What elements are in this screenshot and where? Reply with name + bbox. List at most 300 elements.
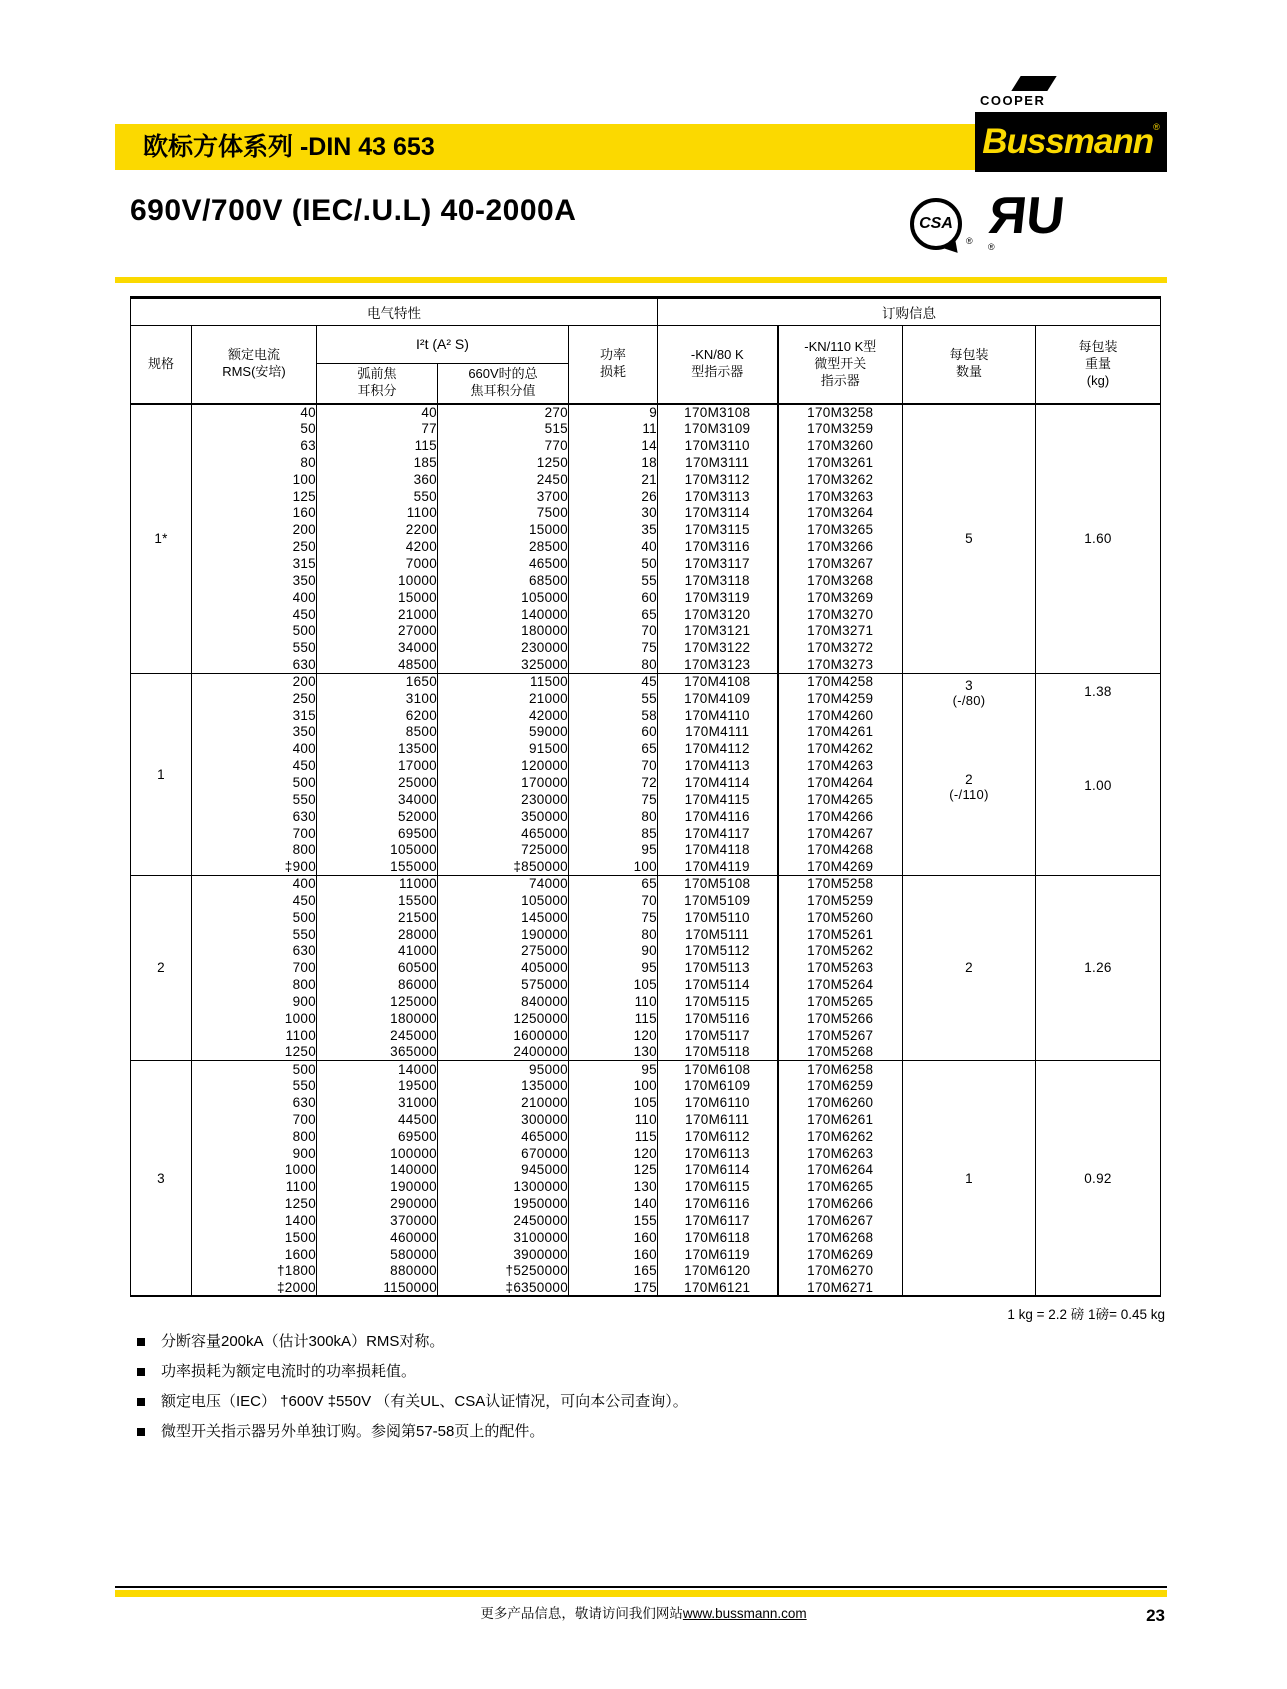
prearc-i2t-value: 77 xyxy=(317,420,438,437)
kn80-part-number: 170M6108 xyxy=(658,1060,778,1077)
kn110-part-number: 170M3259 xyxy=(778,420,903,437)
power-loss-value: 11 xyxy=(569,420,658,437)
pack-qty-group xyxy=(903,678,1035,708)
pack-weight-value: 1.60 xyxy=(1084,531,1112,546)
footer-text xyxy=(0,1602,1287,1622)
total-i2t-value: 465000 xyxy=(438,825,569,842)
total-i2t-value: 145000 xyxy=(438,909,569,926)
power-loss-value: 125 xyxy=(569,1161,658,1178)
current-value: 350 xyxy=(192,724,317,741)
kn80-part-number: 170M6117 xyxy=(658,1212,778,1229)
total-i2t-value: 1600000 xyxy=(438,1027,569,1044)
kn80-part-number: 170M6109 xyxy=(658,1077,778,1094)
total-i2t-value: 21000 xyxy=(438,690,569,707)
kn80-part-number: 170M6118 xyxy=(658,1229,778,1246)
kn80-part-number: 170M3110 xyxy=(658,437,778,454)
prearc-i2t-value: 180000 xyxy=(317,1010,438,1027)
kn110-part-number: 170M4262 xyxy=(778,740,903,757)
prearc-i2t-value: 140000 xyxy=(317,1161,438,1178)
col-header-line: 功率 xyxy=(599,347,626,363)
prearc-i2t-value: 1100 xyxy=(317,505,438,522)
prearc-i2t-value: 2200 xyxy=(317,521,438,538)
power-loss-value: 60 xyxy=(569,589,658,606)
col-header-line: 数量 xyxy=(955,364,982,380)
kn110-part-number: 170M4266 xyxy=(778,808,903,825)
kn110-part-number: 170M6262 xyxy=(778,1128,903,1145)
total-i2t-value: 105000 xyxy=(438,589,569,606)
note-text: 微型开关指示器另外单独订购。参阅第57-58页上的配件。 xyxy=(161,1423,545,1440)
total-i2t-value: 46500 xyxy=(438,555,569,572)
power-loss-value: 70 xyxy=(569,757,658,774)
prearc-i2t-value: 60500 xyxy=(317,959,438,976)
col-header-line: 损耗 xyxy=(599,364,626,380)
registered-trademark-icon: ® xyxy=(988,242,995,252)
kn80-part-number: 170M4118 xyxy=(658,841,778,858)
prearc-i2t-value: 40 xyxy=(317,404,438,421)
total-i2t-value: 170000 xyxy=(438,774,569,791)
current-value: 80 xyxy=(192,454,317,471)
power-loss-value: 130 xyxy=(569,1044,658,1061)
total-i2t-value: 270 xyxy=(438,404,569,421)
kn110-part-number: 170M6269 xyxy=(778,1246,903,1263)
power-loss-value: 115 xyxy=(569,1128,658,1145)
total-i2t-value: 3700 xyxy=(438,488,569,505)
total-i2t-value: †5250000 xyxy=(438,1263,569,1280)
pack-qty-cell xyxy=(903,404,1036,674)
kn80-part-number: 170M6121 xyxy=(658,1279,778,1296)
power-loss-value: 9 xyxy=(569,404,658,421)
note-item xyxy=(137,1392,1037,1411)
total-i2t-value: 275000 xyxy=(438,943,569,960)
col-header-line: 耳积分 xyxy=(357,383,397,399)
total-i2t-value: 2450 xyxy=(438,471,569,488)
current-value: 125 xyxy=(192,488,317,505)
kn80-part-number: 170M4117 xyxy=(658,825,778,842)
kn110-part-number: 170M3262 xyxy=(778,471,903,488)
pack-qty-note: (-/80) xyxy=(952,692,986,708)
kn80-part-number: 170M6115 xyxy=(658,1178,778,1195)
kn80-part-number: 170M4110 xyxy=(658,707,778,724)
power-loss-value: 140 xyxy=(569,1195,658,1212)
series-title: 欧标方体系列 -DIN 43 653 xyxy=(143,133,435,161)
power-loss-value: 115 xyxy=(569,1010,658,1027)
col-header-line: (kg) xyxy=(1086,372,1110,388)
current-value: 400 xyxy=(192,875,317,892)
kn110-part-number: 170M3273 xyxy=(778,656,903,673)
kn80-part-number: 170M6112 xyxy=(658,1128,778,1145)
kn80-part-number: 170M5118 xyxy=(658,1044,778,1061)
kn110-part-number: 170M4268 xyxy=(778,841,903,858)
total-i2t-value: 230000 xyxy=(438,791,569,808)
kn110-part-number: 170M4258 xyxy=(778,673,903,690)
total-i2t-value: 840000 xyxy=(438,993,569,1010)
spec-cell xyxy=(131,1060,192,1296)
total-i2t-value: 180000 xyxy=(438,622,569,639)
prearc-i2t-value: 34000 xyxy=(317,791,438,808)
total-i2t-value: 575000 xyxy=(438,976,569,993)
square-bullet-icon xyxy=(137,1368,145,1376)
col-header-line: 重量 xyxy=(1084,355,1111,371)
spec-value: 3 xyxy=(157,1170,165,1186)
current-value: 400 xyxy=(192,740,317,757)
prearc-i2t-value: 7000 xyxy=(317,555,438,572)
total-i2t-value: 11500 xyxy=(438,673,569,690)
power-loss-value: 30 xyxy=(569,505,658,522)
prearc-i2t-value: 365000 xyxy=(317,1044,438,1061)
total-i2t-value: ‡850000 xyxy=(438,858,569,875)
kn110-part-number: 170M4269 xyxy=(778,858,903,875)
kn80-part-number: 170M3117 xyxy=(658,555,778,572)
total-i2t-value: 725000 xyxy=(438,841,569,858)
current-value: 315 xyxy=(192,707,317,724)
prearc-i2t-value: 15500 xyxy=(317,892,438,909)
kn110-part-number: 170M5260 xyxy=(778,909,903,926)
col-header-kn110-microswitch xyxy=(778,326,903,404)
kn110-part-number: 170M6268 xyxy=(778,1229,903,1246)
current-value: 550 xyxy=(192,926,317,943)
prearc-i2t-value: 21000 xyxy=(317,606,438,623)
kn80-part-number: 170M4109 xyxy=(658,690,778,707)
power-loss-value: 70 xyxy=(569,892,658,909)
group-header-electrical: 电气特性 xyxy=(131,298,658,326)
col-header-line: 型指示器 xyxy=(691,364,744,380)
power-loss-value: 105 xyxy=(569,976,658,993)
prearc-i2t-value: 10000 xyxy=(317,572,438,589)
prearc-i2t-value: 100000 xyxy=(317,1145,438,1162)
kn110-part-number: 170M6270 xyxy=(778,1263,903,1280)
current-value: 1400 xyxy=(192,1212,317,1229)
prearc-i2t-value: 69500 xyxy=(317,825,438,842)
kn80-part-number: 170M6113 xyxy=(658,1145,778,1162)
kn80-part-number: 170M5111 xyxy=(658,926,778,943)
kn80-part-number: 170M3114 xyxy=(658,505,778,522)
total-i2t-value: 1250000 xyxy=(438,1010,569,1027)
total-i2t-value: 15000 xyxy=(438,521,569,538)
kn80-part-number: 170M3112 xyxy=(658,471,778,488)
current-value: 700 xyxy=(192,825,317,842)
col-header-kn80-indicator xyxy=(658,326,778,404)
prearc-i2t-value: 14000 xyxy=(317,1060,438,1077)
current-value: 630 xyxy=(192,943,317,960)
kn110-part-number: 170M6266 xyxy=(778,1195,903,1212)
col-header-spec: 规格 xyxy=(131,326,192,404)
kn80-part-number: 170M6111 xyxy=(658,1111,778,1128)
prearc-i2t-value: 3100 xyxy=(317,690,438,707)
kn80-part-number: 170M3111 xyxy=(658,454,778,471)
kn80-part-number: 170M5110 xyxy=(658,909,778,926)
current-value: 1500 xyxy=(192,1229,317,1246)
current-value: 450 xyxy=(192,757,317,774)
power-loss-value: 35 xyxy=(569,521,658,538)
prearc-i2t-value: 44500 xyxy=(317,1111,438,1128)
total-i2t-value: 135000 xyxy=(438,1077,569,1094)
current-value: ‡900 xyxy=(192,858,317,875)
kn80-part-number: 170M5117 xyxy=(658,1027,778,1044)
pack-weight-cell xyxy=(1036,404,1161,674)
current-value: 800 xyxy=(192,1128,317,1145)
current-value: 700 xyxy=(192,1111,317,1128)
current-value: 800 xyxy=(192,841,317,858)
power-loss-value: 55 xyxy=(569,690,658,707)
kn110-part-number: 170M5268 xyxy=(778,1044,903,1061)
kn110-part-number: 170M6259 xyxy=(778,1077,903,1094)
kn110-part-number: 170M6264 xyxy=(778,1161,903,1178)
prearc-i2t-value: 8500 xyxy=(317,724,438,741)
power-loss-value: 75 xyxy=(569,639,658,656)
kn80-part-number: 170M5109 xyxy=(658,892,778,909)
footer-message: 更多产品信息，敬请访问我们网站 xyxy=(480,1606,683,1621)
pack-weight-cell xyxy=(1036,1060,1161,1296)
spec-value: 2 xyxy=(157,960,165,976)
kn80-part-number: 170M6114 xyxy=(658,1161,778,1178)
kn110-part-number: 170M3264 xyxy=(778,505,903,522)
total-i2t-value: 190000 xyxy=(438,926,569,943)
kn110-part-number: 170M4259 xyxy=(778,690,903,707)
power-loss-value: 65 xyxy=(569,875,658,892)
prearc-i2t-value: 15000 xyxy=(317,589,438,606)
prearc-i2t-value: 86000 xyxy=(317,976,438,993)
pack-qty-value: 5 xyxy=(965,531,973,546)
prearc-i2t-value: 880000 xyxy=(317,1263,438,1280)
kn110-part-number: 170M6263 xyxy=(778,1145,903,1162)
prearc-i2t-value: 13500 xyxy=(317,740,438,757)
col-header-rated-current xyxy=(192,326,317,404)
kn80-part-number: 170M3109 xyxy=(658,420,778,437)
current-value: 1000 xyxy=(192,1010,317,1027)
table-row xyxy=(131,1060,1161,1077)
col-header-line: 660V时的总 xyxy=(468,366,538,382)
power-loss-value: 50 xyxy=(569,555,658,572)
unit-conversion-note: 1 kg = 2.2 磅 1磅= 0.45 kg xyxy=(1007,1307,1165,1322)
total-i2t-value: 95000 xyxy=(438,1060,569,1077)
total-i2t-value: 2400000 xyxy=(438,1044,569,1061)
footer-rule-yellow xyxy=(115,1590,1167,1597)
total-i2t-value: ‡6350000 xyxy=(438,1279,569,1296)
website-link[interactable]: www.bussmann.com xyxy=(682,1606,807,1621)
current-value: †1800 xyxy=(192,1263,317,1280)
power-loss-value: 160 xyxy=(569,1229,658,1246)
prearc-i2t-value: 1150000 xyxy=(317,1279,438,1296)
prearc-i2t-value: 115 xyxy=(317,437,438,454)
total-i2t-value: 120000 xyxy=(438,757,569,774)
power-loss-value: 120 xyxy=(569,1027,658,1044)
total-i2t-value: 325000 xyxy=(438,656,569,673)
kn110-part-number: 170M3268 xyxy=(778,572,903,589)
pack-qty-group xyxy=(903,960,1035,975)
power-loss-value: 75 xyxy=(569,909,658,926)
kn80-part-number: 170M6116 xyxy=(658,1195,778,1212)
kn110-part-number: 170M4265 xyxy=(778,791,903,808)
current-value: 50 xyxy=(192,420,317,437)
pack-qty-value: 2 xyxy=(965,772,973,788)
kn80-part-number: 170M4119 xyxy=(658,858,778,875)
kn110-part-number: 170M4263 xyxy=(778,757,903,774)
prearc-i2t-value: 52000 xyxy=(317,808,438,825)
kn80-part-number: 170M6120 xyxy=(658,1263,778,1280)
pack-weight-value: 1.00 xyxy=(1084,778,1112,794)
pack-qty-value: 2 xyxy=(965,960,973,976)
col-header-line: 每包装 xyxy=(949,347,989,363)
kn110-part-number: 170M4261 xyxy=(778,724,903,741)
kn110-part-number: 170M3271 xyxy=(778,622,903,639)
square-bullet-icon xyxy=(137,1398,145,1406)
current-value: 500 xyxy=(192,774,317,791)
current-value: 1600 xyxy=(192,1246,317,1263)
total-i2t-value: 300000 xyxy=(438,1111,569,1128)
note-item xyxy=(137,1332,1037,1351)
pack-qty-note: (-/110) xyxy=(949,787,989,803)
kn110-part-number: 170M3260 xyxy=(778,437,903,454)
kn80-part-number: 170M4112 xyxy=(658,740,778,757)
col-header-total-i2t-660v xyxy=(438,364,569,404)
csa-triangle-icon xyxy=(944,236,961,253)
prearc-i2t-value: 550 xyxy=(317,488,438,505)
page-number: 23 xyxy=(1146,1606,1165,1625)
kn80-part-number: 170M5114 xyxy=(658,976,778,993)
kn80-part-number: 170M6110 xyxy=(658,1094,778,1111)
prearc-i2t-value: 27000 xyxy=(317,622,438,639)
current-value: 630 xyxy=(192,1094,317,1111)
current-value: 63 xyxy=(192,437,317,454)
registered-trademark-icon: ® xyxy=(1153,122,1160,132)
pack-qty-cell xyxy=(903,1060,1036,1296)
bussmann-wordmark: Bussmann xyxy=(982,122,1154,161)
total-i2t-value: 945000 xyxy=(438,1161,569,1178)
kn80-part-number: 170M3118 xyxy=(658,572,778,589)
kn80-part-number: 170M3123 xyxy=(658,656,778,673)
current-value: 900 xyxy=(192,993,317,1010)
power-loss-value: 55 xyxy=(569,572,658,589)
cooper-logo: COOPER xyxy=(980,93,1046,108)
kn80-part-number: 170M3121 xyxy=(658,622,778,639)
kn110-part-number: 170M5262 xyxy=(778,943,903,960)
note-text: 功率损耗为额定电流时的功率损耗值。 xyxy=(161,1363,417,1380)
prearc-i2t-value: 290000 xyxy=(317,1195,438,1212)
kn80-part-number: 170M5116 xyxy=(658,1010,778,1027)
kn80-part-number: 170M3119 xyxy=(658,589,778,606)
power-loss-value: 95 xyxy=(569,841,658,858)
power-loss-value: 58 xyxy=(569,707,658,724)
total-i2t-value: 140000 xyxy=(438,606,569,623)
fuse-ratings-table xyxy=(130,296,1161,1297)
prearc-i2t-value: 360 xyxy=(317,471,438,488)
current-value: 400 xyxy=(192,589,317,606)
note-item xyxy=(137,1362,1037,1381)
kn110-part-number: 170M4260 xyxy=(778,707,903,724)
kn80-part-number: 170M4116 xyxy=(658,808,778,825)
table-row xyxy=(131,673,1161,690)
total-i2t-value: 210000 xyxy=(438,1094,569,1111)
prearc-i2t-value: 48500 xyxy=(317,656,438,673)
power-loss-value: 110 xyxy=(569,1111,658,1128)
current-value: 630 xyxy=(192,656,317,673)
total-i2t-value: 2450000 xyxy=(438,1212,569,1229)
power-loss-value: 160 xyxy=(569,1246,658,1263)
current-value: 500 xyxy=(192,909,317,926)
kn110-part-number: 170M3267 xyxy=(778,555,903,572)
kn80-part-number: 170M5115 xyxy=(658,993,778,1010)
col-header-line: 每包装 xyxy=(1078,338,1118,354)
total-i2t-value: 1300000 xyxy=(438,1178,569,1195)
kn110-part-number: 170M4267 xyxy=(778,825,903,842)
col-header-pack-qty xyxy=(903,326,1036,404)
note-text: 分断容量200kA（估计300kA）RMS对称。 xyxy=(161,1333,445,1350)
kn110-part-number: 170M6261 xyxy=(778,1111,903,1128)
power-loss-value: 72 xyxy=(569,774,658,791)
kn110-part-number: 170M5265 xyxy=(778,993,903,1010)
ul-reversed-r: R xyxy=(988,187,1030,245)
prearc-i2t-value: 580000 xyxy=(317,1246,438,1263)
spec-value: 1* xyxy=(154,531,168,546)
total-i2t-value: 42000 xyxy=(438,707,569,724)
prearc-i2t-value: 190000 xyxy=(317,1178,438,1195)
power-loss-value: 75 xyxy=(569,791,658,808)
kn110-part-number: 170M6271 xyxy=(778,1279,903,1296)
group-header-ordering: 订购信息 xyxy=(658,298,1161,326)
prearc-i2t-value: 155000 xyxy=(317,858,438,875)
prearc-i2t-value: 460000 xyxy=(317,1229,438,1246)
group-header-row xyxy=(131,298,1161,326)
square-bullet-icon xyxy=(137,1338,145,1346)
current-value: 1250 xyxy=(192,1044,317,1061)
csa-letters: CSA xyxy=(919,215,953,232)
total-i2t-value: 405000 xyxy=(438,959,569,976)
total-i2t-value: 74000 xyxy=(438,875,569,892)
col-header-prearc-i2t xyxy=(317,364,438,404)
total-i2t-value: 515 xyxy=(438,420,569,437)
kn110-part-number: 170M6267 xyxy=(778,1212,903,1229)
kn110-part-number: 170M4264 xyxy=(778,774,903,791)
kn110-part-number: 170M3261 xyxy=(778,454,903,471)
current-value: 200 xyxy=(192,673,317,690)
current-value: 800 xyxy=(192,976,317,993)
kn110-part-number: 170M6265 xyxy=(778,1178,903,1195)
spec-cell xyxy=(131,673,192,875)
prearc-i2t-value: 41000 xyxy=(317,943,438,960)
note-text: 额定电压（IEC） †600V ‡550V （有关UL、CSA认证情况，可向本公司查询）。 xyxy=(161,1393,688,1410)
current-value: 450 xyxy=(192,606,317,623)
current-value: 250 xyxy=(192,690,317,707)
prearc-i2t-value: 25000 xyxy=(317,774,438,791)
prearc-i2t-value: 17000 xyxy=(317,757,438,774)
footer-rule-black xyxy=(115,1586,1167,1588)
kn110-part-number: 170M5267 xyxy=(778,1027,903,1044)
col-header-line: 微型开关 xyxy=(814,355,867,371)
current-value: 550 xyxy=(192,791,317,808)
ul-recognized-icon xyxy=(989,186,1064,246)
total-i2t-value: 3100000 xyxy=(438,1229,569,1246)
footnotes-list xyxy=(137,1332,1037,1452)
kn110-part-number: 170M3265 xyxy=(778,521,903,538)
kn80-part-number: 170M3122 xyxy=(658,639,778,656)
prearc-i2t-value: 11000 xyxy=(317,875,438,892)
yellow-divider-rule xyxy=(115,277,1167,283)
pack-qty-group xyxy=(903,1171,1035,1186)
prearc-i2t-value: 28000 xyxy=(317,926,438,943)
prearc-i2t-value: 21500 xyxy=(317,909,438,926)
power-loss-value: 100 xyxy=(569,1077,658,1094)
pack-qty-cell xyxy=(903,875,1036,1060)
kn80-part-number: 170M4111 xyxy=(658,724,778,741)
col-header-line: -KN/80 K xyxy=(690,347,744,363)
current-value: 200 xyxy=(192,521,317,538)
pack-weight-cell xyxy=(1036,875,1161,1060)
current-value: 1100 xyxy=(192,1178,317,1195)
current-value: 700 xyxy=(192,959,317,976)
power-loss-value: 80 xyxy=(569,926,658,943)
kn110-part-number: 170M3270 xyxy=(778,606,903,623)
kn80-part-number: 170M4108 xyxy=(658,673,778,690)
